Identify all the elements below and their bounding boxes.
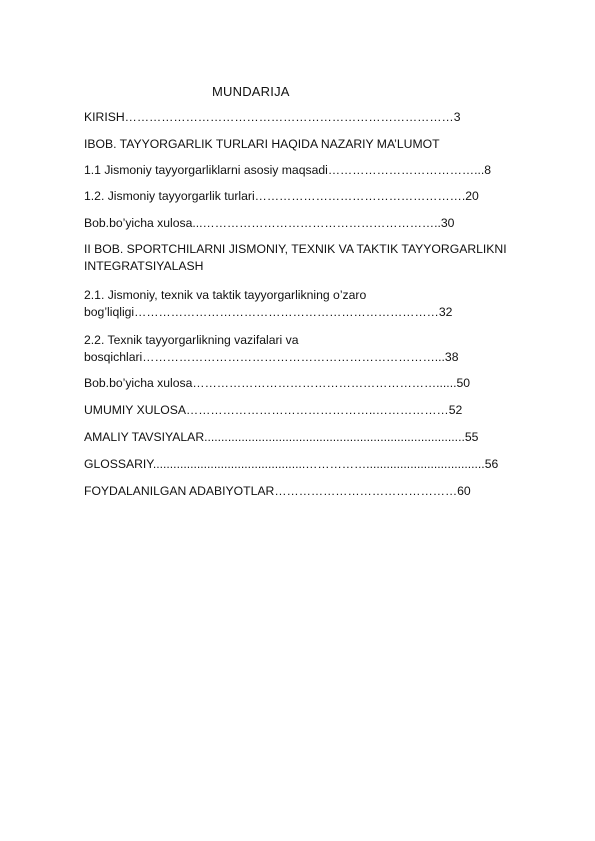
toc-entry-references: FOYDALANILGAN ADABIYOTLAR………………………………………60 [84, 484, 471, 498]
toc-entry-1-2: 1.2. Jismoniy tayyorgarlik turlari…………………………………………….20 [84, 189, 479, 203]
toc-entry-2-1-line1: 2.1. Jismoniy, texnik va taktik tayyorgarlikning o’zaro [84, 288, 367, 302]
toc-entry-1-1: 1.1 Jismoniy tayyorgarliklarni asosiy maqsadi………………………………...8 [84, 163, 492, 177]
toc-entry-chapter-1-conclusion: Bob.bo’yicha xulosa...…………………………………………………..30 [84, 216, 455, 230]
toc-entry-chapter-2-line1: II BOB. SPORTCHILARNI JISMONIY, TEXNIK VA TAKTIK TAYYORGARLIKNI [84, 242, 507, 256]
toc-entry-2-1-line2: bog’liqligi…………………………………………………………………32 [84, 305, 453, 319]
toc-entry-2-2-line2: bosqichlari………………………………………………………………...38 [84, 350, 459, 364]
toc-entry-general-conclusion: UMUMIY XULOSA………………………………………..………………52 [84, 403, 463, 417]
toc-entry-2-2-line1: 2.2. Texnik tayyorgarlikning vazifalari va [84, 333, 299, 347]
toc-entry-recommendations: AMALIY TAVSIYALAR.............................................................................55 [84, 430, 479, 444]
toc-entry-glossary: GLOSSARIY.............................................……………...................................56 [84, 457, 499, 471]
page-title: MUNDARIJA [212, 84, 290, 99]
toc-entry-kirish: KIRISH………………………………………………………………………3 [84, 110, 461, 124]
toc-entry-chapter-2-line2: INTEGRATSIYALASH [84, 259, 204, 273]
toc-entry-chapter-1: IBOB. TAYYORGARLIK TURLARI HAQIDA NAZARIY MA’LUMOT [84, 137, 440, 151]
toc-entry-chapter-2-conclusion: Bob.bo’yicha xulosa……………………………………………………......50 [84, 376, 471, 390]
